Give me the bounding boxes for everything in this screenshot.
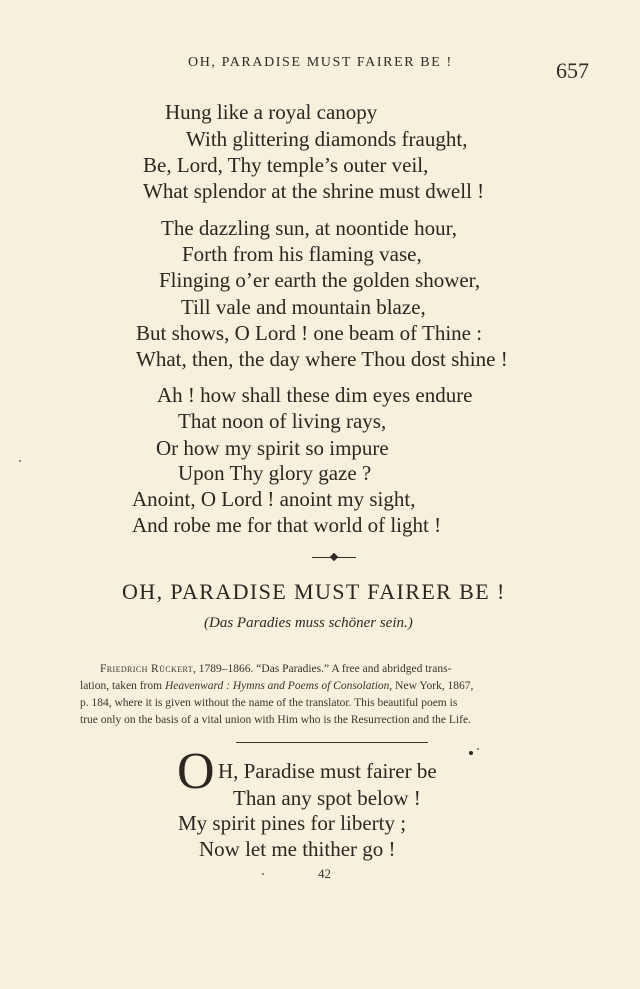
hymn-subtitle: (Das Paradies muss schöner sein.) bbox=[204, 615, 413, 631]
ornamental-rule bbox=[312, 557, 356, 558]
paper-speck bbox=[19, 460, 21, 462]
verse-line: What, then, the day where Thou dost shine ! bbox=[136, 347, 508, 371]
author-name: Friedrich Rückert bbox=[100, 663, 194, 675]
attribution-note-line-1 bbox=[80, 661, 574, 678]
verse-line: But shows, O Lord ! one beam of Thine : bbox=[136, 321, 483, 345]
note-text: lation, taken from bbox=[80, 680, 165, 692]
section-divider bbox=[236, 742, 428, 743]
note-text: , New York, 1867, bbox=[389, 680, 474, 692]
verse-line: Upon Thy glory gaze ? bbox=[178, 461, 372, 485]
verse-line: With glittering diamonds fraught, bbox=[186, 127, 468, 151]
paper-speck bbox=[262, 873, 264, 875]
verse-line: Till vale and mountain blaze, bbox=[181, 295, 426, 319]
note-text: “Das Paradies.” A free and abridged trans- bbox=[253, 663, 452, 675]
verse-line: Be, Lord, Thy temple’s outer veil, bbox=[143, 153, 429, 177]
verse-line: Ah ! how shall these dim eyes endure bbox=[157, 383, 473, 407]
signature-mark: 42 bbox=[318, 866, 331, 881]
source-title: Heavenward : Hymns and Poems of Consolation bbox=[164, 680, 390, 692]
drop-cap: O bbox=[177, 743, 215, 800]
verse-line: That noon of living rays, bbox=[178, 409, 387, 433]
verse-line: Flinging o’er earth the golden shower, bbox=[159, 268, 481, 292]
verse-line: Hung like a royal canopy bbox=[165, 100, 378, 124]
verse-line: Forth from his flaming vase, bbox=[182, 242, 422, 266]
page-number: 657 bbox=[556, 58, 589, 83]
verse-line: My spirit pines for liberty ; bbox=[178, 811, 407, 835]
verse-line: Anoint, O Lord ! anoint my sight, bbox=[132, 487, 416, 511]
verse-line: Than any spot below ! bbox=[233, 786, 421, 810]
verse-line: What splendor at the shrine must dwell ! bbox=[143, 179, 485, 203]
verse-line: Or how my spirit so impure bbox=[156, 436, 389, 460]
paper-speck bbox=[477, 748, 479, 750]
hymn-title: OH, PARADISE MUST FAIRER BE ! bbox=[122, 579, 506, 604]
attribution-note-line-3: p. 184, where it is given without the name of the translator. This beautiful poem is bbox=[80, 697, 458, 709]
verse-line: H, Paradise must fairer be bbox=[218, 759, 437, 783]
paper-speck bbox=[469, 751, 473, 755]
attribution-note-line-4: true only on the basis of a vital union with Him who is the Resurrection and the Life. bbox=[80, 714, 471, 726]
running-title: OH, PARADISE MUST FAIRER BE ! bbox=[188, 55, 453, 70]
author-dates: , 1789–1866. bbox=[193, 663, 254, 675]
diamond-ornament-icon bbox=[330, 553, 338, 561]
verse-line: The dazzling sun, at noontide hour, bbox=[161, 216, 457, 240]
verse-line: And robe me for that world of light ! bbox=[132, 513, 442, 537]
verse-line: Now let me thither go ! bbox=[199, 837, 396, 861]
attribution-note-line-2 bbox=[80, 678, 574, 695]
